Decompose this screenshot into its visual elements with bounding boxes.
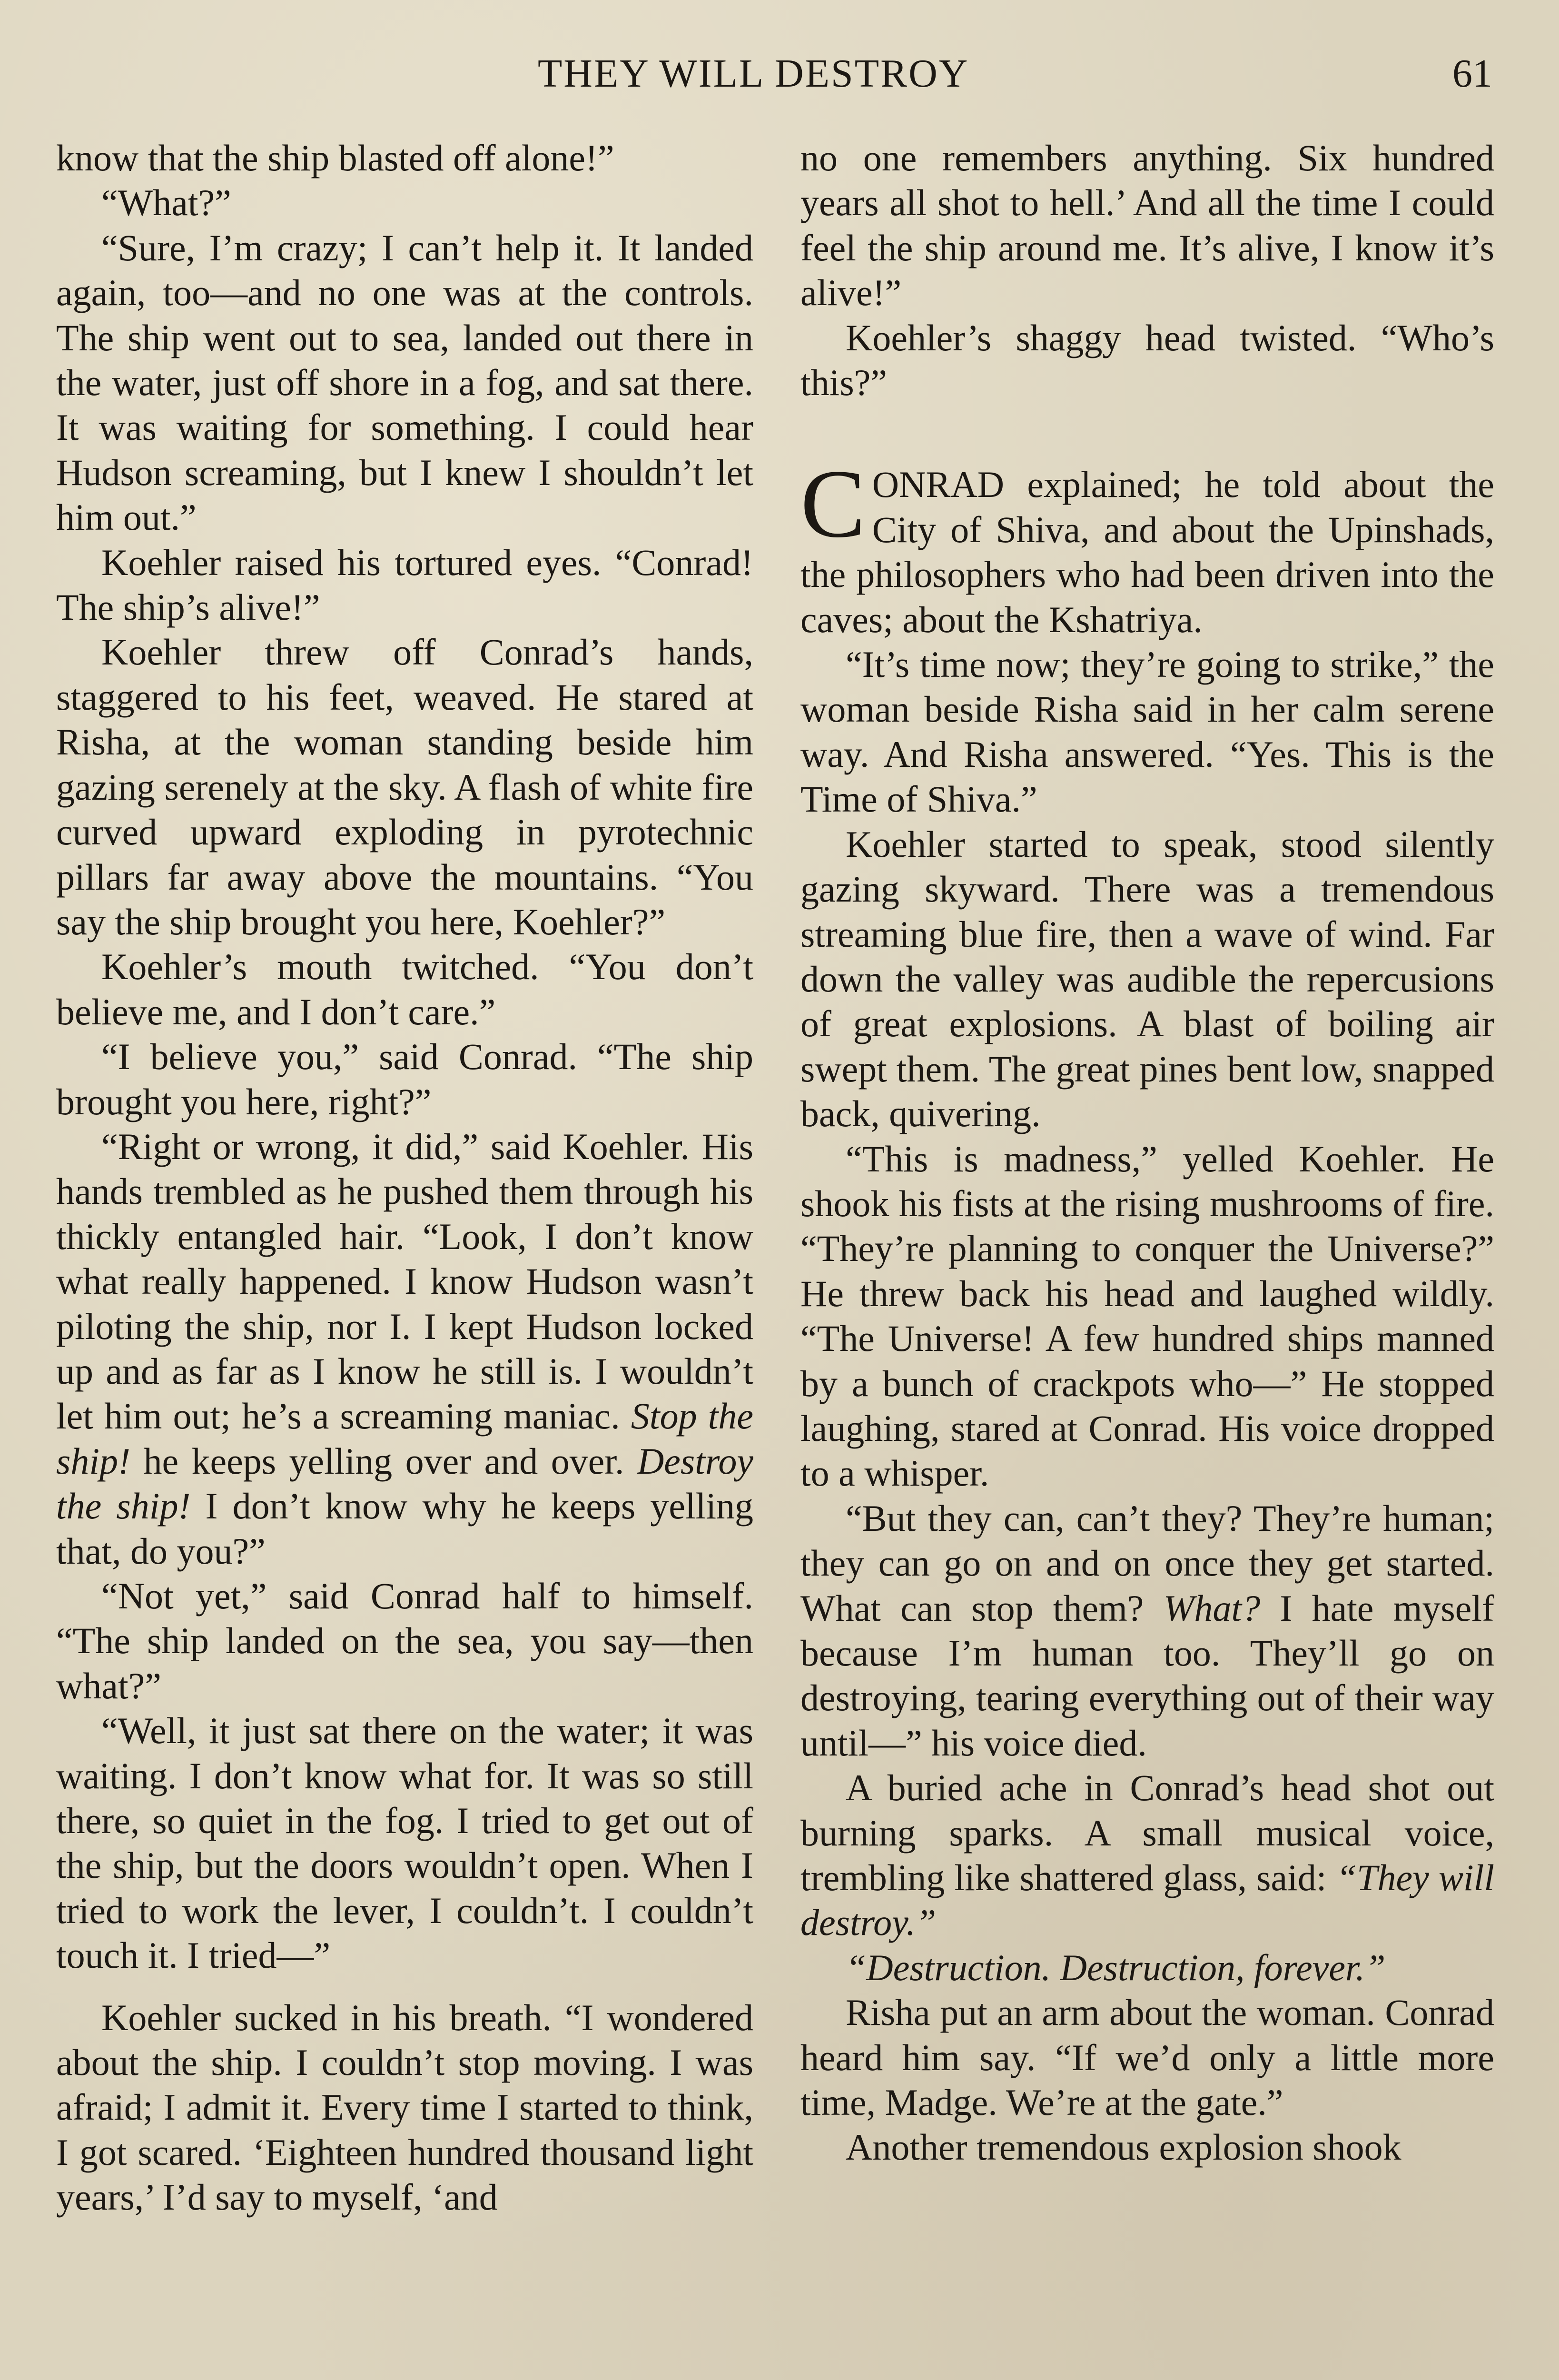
italic-text: “Destruction. Destruction, forever.” bbox=[846, 1946, 1386, 1988]
italic-text: Stop the ship! bbox=[56, 1395, 753, 1482]
text-run: “But they can, can’t they? They’re human; they can go on and on once they get started. What can stop them? bbox=[800, 1497, 1494, 1629]
paragraph: “Sure, I’m crazy; I can’t help it. It landed again, too—and no one was at the controls. The ship went out to sea, landed out there in the water, just off shore in a fog, and sat there. It was waiting for something. I could hear Hudson screaming, but I knew I shouldn’t let him out.” bbox=[56, 227, 753, 538]
paragraph: “It’s time now; they’re going to strike,” the woman beside Risha said in her calm serene way. And Risha answered. “Yes. This is the Time of Shiva.” bbox=[800, 644, 1494, 820]
paragraph: “I believe you,” said Conrad. “The ship brought you here, right?” bbox=[56, 1036, 753, 1122]
paragraph bbox=[800, 1496, 1494, 1765]
paragraph: know that the ship blasted off alone!” bbox=[56, 137, 614, 178]
page-number: 61 bbox=[1452, 51, 1492, 96]
paragraph: Koehler sucked in his breath. “I wondered about the ship. I couldn’t stop moving. I was afraid; I admit it. Every time I started to think, I got scared. ‘Eighteen hundred thousand light years,’ I’d say to myself, ‘and bbox=[56, 1996, 753, 2218]
running-head: THEY WILL DESTROY bbox=[538, 51, 969, 96]
paragraph: “What?” bbox=[101, 182, 231, 224]
italic-text: Destroy the ship! bbox=[56, 1440, 754, 1527]
text-run: A buried ache in Conrad’s head shot out burning sparks. A small musical voice, trembling like shattered glass, said: bbox=[800, 1767, 1494, 1899]
right-column bbox=[800, 136, 1494, 2170]
paragraph bbox=[800, 1945, 1494, 1990]
paragraph: Koehler raised his tortured eyes. “Conrad! The ship’s alive!” bbox=[56, 541, 753, 628]
page-header bbox=[0, 45, 1559, 102]
text-run: explained; he told about the City of Shiva, and about the Upinshads, the philosophers who had been driven into the caves; about the Kshatriya. bbox=[800, 464, 1495, 640]
paragraph: “Not yet,” said Conrad half to himself. “The ship landed on the sea, you say—then what?” bbox=[56, 1575, 753, 1706]
paragraph: “Well, it just sat there on the water; it was waiting. I don’t know what for. It was so still there, so quiet in the fog. I tried to get out of the ship, but the doors wouldn’t open. When I tried to work the lever, I couldn’t. I couldn’t touch it. I tried—” bbox=[56, 1710, 753, 1976]
paragraph: “This is madness,” yelled Koehler. He shook his fists at the rising mushrooms of fire. “They’re planning to conquer the Universe?” He threw back his head and laughed wildly. “The Universe! A few hundred ships manned by a bunch of crackpots who—” He stopped laughing, stared at Conrad. His voice dropped to a whisper. bbox=[800, 1138, 1494, 1494]
paragraph bbox=[800, 1765, 1494, 1945]
small-caps-word: ONRAD bbox=[872, 464, 1005, 506]
left-column bbox=[56, 136, 753, 2220]
text-run: “Right or wrong, it did,” said Koehler. His hands trembled as he pushed them through his thickly entangled hair. “Look, I don’t know what really happened. I know Hudson wasn’t piloting the ship, nor I. I kept Hudson locked up and as far as I know he still is. I wouldn’t let him out; he’s a screaming maniac. bbox=[56, 1125, 753, 1437]
paragraph: Koehler started to speak, stood silently gazing skyward. There was a tremendous streaming blue fire, then a wave of wind. Far down the valley was audible the repercusions of great explosions. A blast of boiling air swept them. The great pines bent low, snapped back, quivering. bbox=[800, 823, 1494, 1135]
text-run: he keeps yelling over and over. bbox=[143, 1440, 624, 1482]
paragraph: Koehler’s mouth twitched. “You don’t believe me, and I don’t care.” bbox=[56, 946, 753, 1032]
section-opening-paragraph bbox=[800, 450, 1495, 642]
paragraph: Koehler threw off Conrad’s hands, staggered to his feet, weaved. He stared at Risha, at the woman standing beside him gazing serenely at the sky. A flash of white fire curved upward exploding in pyrotechnic pillars far away above the mountains. “You say the ship brought you here, Koehler?” bbox=[56, 631, 753, 942]
italic-text: What? bbox=[1163, 1587, 1261, 1629]
paragraph: Another tremendous explosion shook bbox=[846, 2126, 1401, 2168]
paragraph: Koehler’s shaggy head twisted. “Who’s this?” bbox=[800, 317, 1494, 404]
text-run: I don’t know why he keeps yelling that, do you?” bbox=[56, 1485, 754, 1572]
text-run: I hate myself because I’m human too. They’ll go on destroying, tearing everything out of their way until—” his voice died. bbox=[800, 1587, 1494, 1764]
paragraph bbox=[56, 1124, 753, 1574]
italic-text: “They will destroy.” bbox=[800, 1857, 1494, 1944]
paragraph: Risha put an arm about the woman. Conrad heard him say. “If we’d only a little more time, Madge. We’re at the gate.” bbox=[800, 1992, 1494, 2123]
paragraph: no one remembers anything. Six hundred years all shot to hell.’ And all the time I could feel the ship around me. It’s alive, I know it’s alive!” bbox=[800, 137, 1494, 314]
drop-cap: C bbox=[800, 450, 866, 558]
